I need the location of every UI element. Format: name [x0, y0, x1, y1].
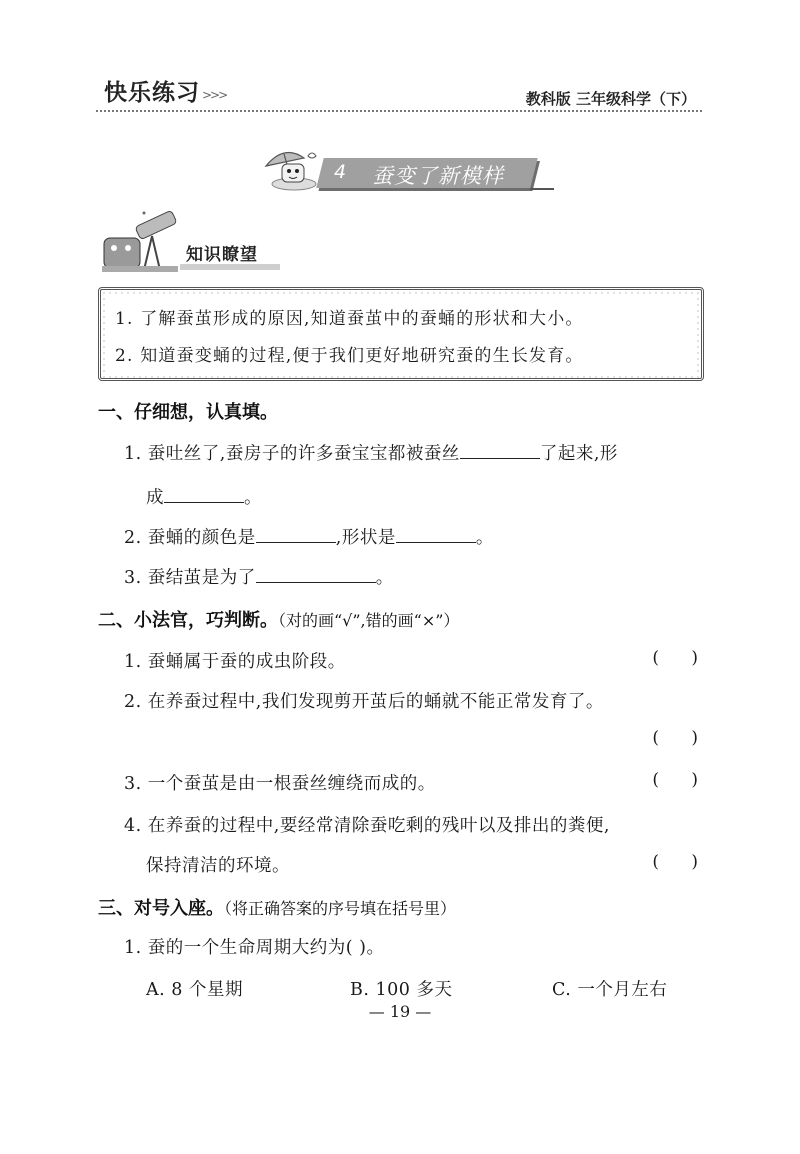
section2-title-text: 二、小法官，巧判断。 — [98, 610, 278, 631]
section2-title — [98, 606, 459, 632]
section3-title-text: 三、对号入座。 — [98, 898, 224, 919]
option-c[interactable]: C. 一个月左右 — [552, 980, 668, 1000]
answer-paren[interactable]: ( ) — [652, 728, 698, 748]
question-text: 。 — [475, 528, 494, 548]
section2-note: （对的画“√”,错的画“×”） — [278, 611, 460, 630]
lesson-banner — [262, 148, 552, 194]
answer-blank[interactable] — [256, 526, 336, 543]
answer-paren[interactable]: ( ) — [652, 648, 698, 668]
question-text: 2. 蚕蛹的颜色是 — [124, 528, 256, 548]
knowledge-heading — [100, 210, 290, 278]
question-text: 3. 蚕结茧是为了 — [124, 568, 256, 588]
section2-question-4-cont: 保持清洁的环境。 — [146, 856, 290, 876]
section2-question-2: 2. 在养蚕过程中,我们发现剪开茧后的蛹就不能正常发育了。 — [124, 692, 604, 712]
option-b[interactable]: B. 100 多天 — [350, 980, 453, 1000]
question-text: 。 — [375, 568, 394, 588]
knowledge-label: 知识瞭望 — [186, 245, 258, 265]
section1-question-1 — [124, 440, 618, 465]
learning-goals-box — [98, 287, 704, 381]
section1-question-1-cont — [146, 484, 262, 509]
section3-question-1: 1. 蚕的一个生命周期大约为( )。 — [124, 938, 385, 958]
answer-paren[interactable]: ( ) — [652, 852, 698, 872]
question-text: 成 — [146, 488, 164, 508]
answer-blank[interactable] — [396, 526, 476, 543]
section1-title: 一、仔细想，认真填。 — [98, 402, 278, 423]
lesson-number: 4 — [334, 161, 347, 183]
section3-note: （将正确答案的序号填在括号里） — [224, 899, 457, 918]
section2-question-1: 1. 蚕蛹属于蚕的成虫阶段。 — [124, 652, 346, 672]
section1-question-3 — [124, 564, 394, 589]
section1-question-2 — [124, 524, 494, 549]
telescope-icon — [100, 210, 184, 278]
goal-item-2: 2. 知道蚕变蛹的过程,便于我们更好地研究蚕的生长发育。 — [115, 346, 584, 366]
header-divider — [96, 110, 702, 112]
question-text: 了起来,形 — [539, 444, 618, 464]
question-text: ,形状是 — [335, 528, 396, 548]
section2-question-4: 4. 在养蚕的过程中,要经常清除蚕吃剩的残叶以及排出的粪便, — [124, 816, 610, 836]
answer-blank[interactable] — [164, 486, 244, 503]
lesson-title: 蚕变了新模样 — [372, 164, 504, 188]
answer-paren[interactable]: ( ) — [652, 770, 698, 790]
answer-blank[interactable] — [460, 442, 540, 459]
goal-item-1: 1. 了解蚕茧形成的原因,知道蚕茧中的蚕蛹的形状和大小。 — [115, 309, 584, 329]
answer-blank[interactable] — [256, 566, 376, 583]
learning-goals-inner — [105, 294, 697, 374]
question-text: 1. 蚕吐丝了,蚕房子的许多蚕宝宝都被蚕丝 — [124, 444, 460, 464]
header-arrows: >>> — [202, 88, 227, 102]
lesson-underline — [530, 188, 554, 190]
option-a[interactable]: A. 8 个星期 — [146, 980, 243, 1000]
section3-title — [98, 894, 456, 920]
section2-question-3: 3. 一个蚕茧是由一根蚕丝缠绕而成的。 — [124, 774, 436, 794]
question-text: 。 — [244, 488, 262, 508]
page-number: — 19 — — [368, 1002, 432, 1021]
header-edition: 教科版 三年级科学（下） — [525, 90, 696, 108]
header-brand: 快乐练习 — [104, 80, 200, 106]
